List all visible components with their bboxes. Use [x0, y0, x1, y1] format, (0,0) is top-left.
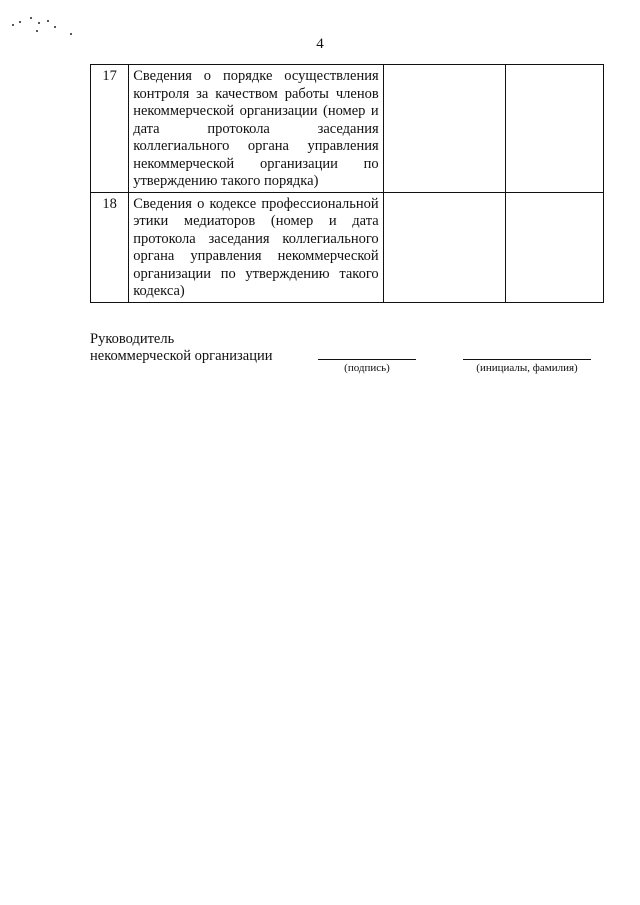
scan-speck — [36, 30, 38, 32]
scan-speck — [12, 24, 14, 26]
name-caption: (инициалы, фамилия) — [476, 362, 578, 374]
row-number: 17 — [91, 65, 129, 193]
scan-speck — [38, 22, 40, 24]
row-description: Сведения о кодексе профессиональной этики медиаторов (номер и дата протокола заседания коллегиального органа управления некоммерческой организации по утверждению такого кодекса) — [129, 192, 383, 302]
info-table — [90, 64, 604, 303]
scan-speck — [30, 17, 32, 19]
table-cell-empty — [506, 192, 604, 302]
signature-title-line1: Руководитель — [90, 331, 175, 347]
table-cell-empty — [383, 65, 506, 193]
signature-line — [318, 359, 416, 360]
signature-title-line2: некоммерческой организации — [90, 348, 273, 364]
scan-speck — [54, 26, 56, 28]
scan-speck — [70, 33, 72, 35]
row-description: Сведения о порядке осуществления контроля за качеством работы членов некоммерческой организации (номер и дата протокола заседания коллегиального органа управления некоммерческой организации по утверждению такого порядка) — [129, 65, 383, 193]
page-number: 4 — [316, 36, 324, 52]
table-row — [91, 192, 604, 302]
table-cell-empty — [506, 65, 604, 193]
table-row — [91, 65, 604, 193]
scan-speck — [19, 21, 21, 23]
name-line — [463, 359, 591, 360]
signature-title — [90, 331, 272, 365]
table-cell-empty — [383, 192, 506, 302]
scan-speck — [47, 20, 49, 22]
row-number: 18 — [91, 192, 129, 302]
signature-caption: (подпись) — [344, 362, 390, 374]
